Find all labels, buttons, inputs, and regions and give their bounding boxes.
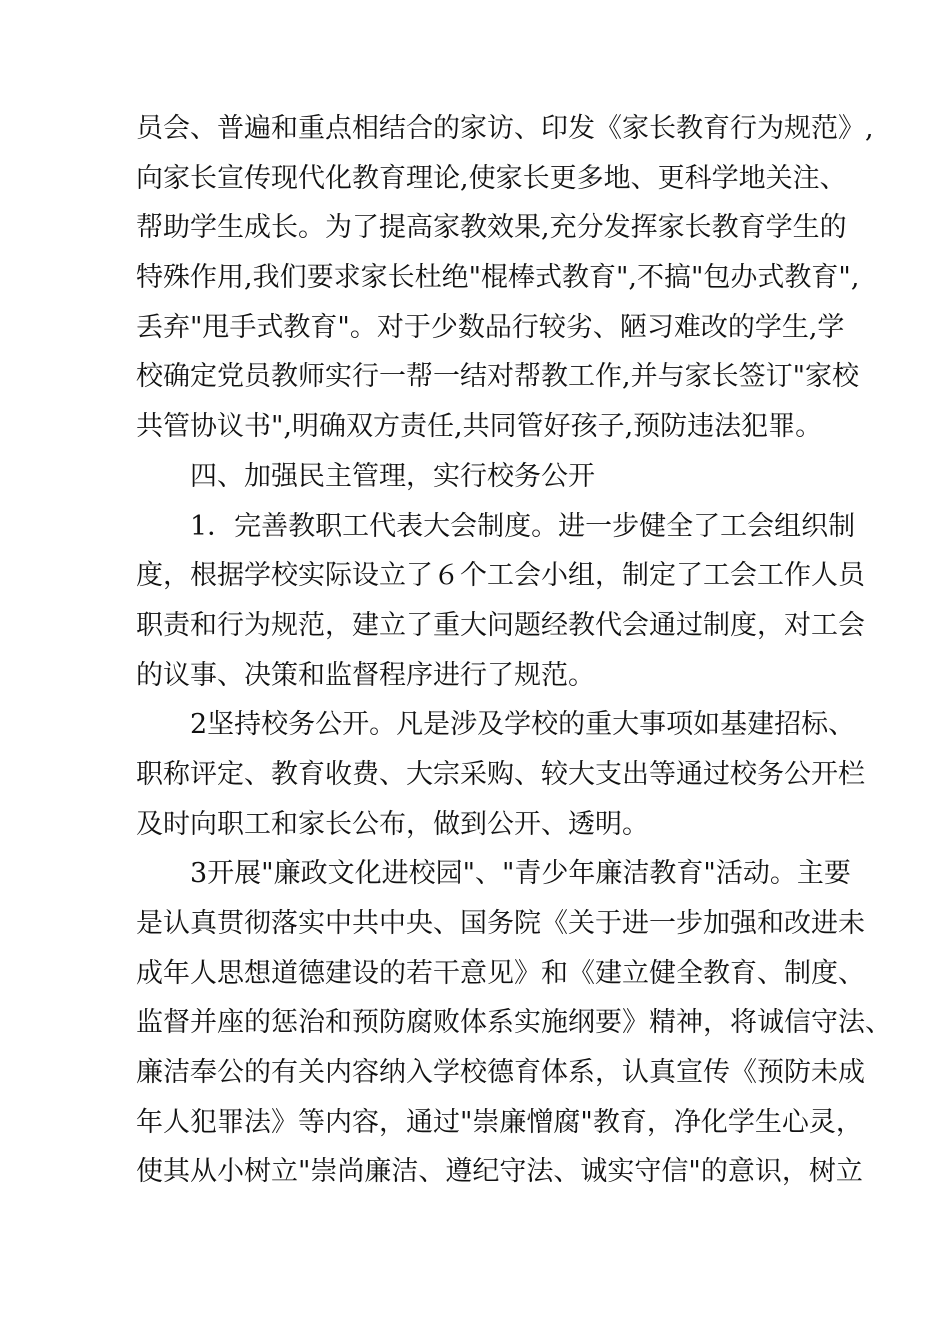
text-line: 校确定党员教师实行一帮一结对帮教工作,并与家长签订"家校: [136, 361, 860, 393]
text-line: 及时向职工和家长公布，做到公开、透明。: [136, 808, 649, 840]
text-line: 年人犯罪法》等内容，通过"崇廉憎腐"教育，净化学生心灵，: [136, 1106, 863, 1138]
text-line: 职责和行为规范，建立了重大问题经教代会通过制度，对工会: [136, 609, 865, 641]
text-line: 监督并座的惩治和预防腐败体系实施纲要》精神，将诚信守法、: [136, 1007, 892, 1039]
text-line: 特殊作用,我们要求家长杜绝"棍棒式教育",不搞"包办式教育",: [136, 262, 860, 294]
text-line: 帮助学生成长。为了提高家教效果,充分发挥家长教育学生的: [136, 212, 847, 244]
text-line: 向家长宣传现代化教育理论,使家长更多地、更科学地关注、: [136, 162, 847, 194]
text-line: 共管协议书",明确双方责任,共同管好孩子,预防违法犯罪。: [136, 411, 823, 443]
text-line: 是认真贯彻落实中共中央、国务院《关于进一步加强和改进未: [136, 908, 865, 939]
section-heading: 四、加强民主管理，实行校务公开: [190, 460, 595, 492]
text-line: 使其从小树立"崇尚廉洁、遵纪守法、诚实守信"的意识，树立: [136, 1156, 863, 1188]
text-line: 度，根据学校实际设立了６个工会小组，制定了工会工作人员: [136, 560, 865, 592]
body-text: [136, 104, 892, 1197]
text-line: 廉洁奉公的有关内容纳入学校德育体系，认真宣传《预防未成: [136, 1057, 865, 1089]
text-line: 员会、普遍和重点相结合的家访、印发《家长教育行为规范》,: [136, 113, 874, 144]
text-line: 成年人思想道德建设的若干意见》和《建立健全教育、制度、: [136, 957, 865, 989]
text-line: 职称评定、教育收费、大宗采购、较大支出等通过校务公开栏: [136, 758, 865, 790]
text-line: 的议事、决策和监督程序进行了规范。: [136, 659, 595, 691]
paragraph-start: 1．完善教职工代表大会制度。进一步健全了工会组织制: [190, 510, 856, 542]
paragraph-start: 2坚持校务公开。凡是涉及学校的重大事项如基建招标、: [190, 709, 856, 741]
paragraph-start: 3开展"廉政文化进校园"、"青少年廉洁教育"活动。主要: [190, 858, 851, 890]
text-line: 丢弃"甩手式教育"。对于少数品行较劣、陋习难改的学生,学: [136, 311, 845, 343]
